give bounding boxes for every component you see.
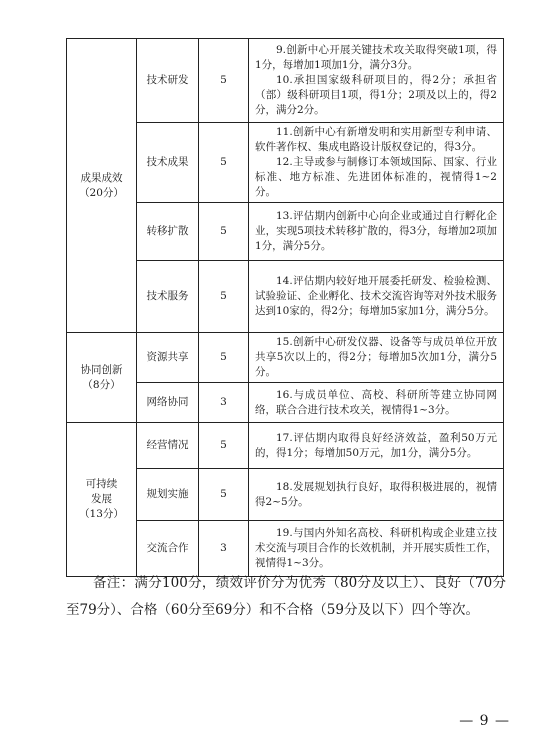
score-cell: 5 — [199, 39, 249, 123]
criteria-cell — [249, 423, 504, 469]
criteria-cell — [249, 469, 504, 521]
page-number: — 9 — — [459, 713, 510, 729]
criteria-item: 10.承担国家级科研项目的，得2分；承担省（部）级科研项目1项，得1分；2项及以上的，得2分，满分2分。 — [255, 74, 497, 116]
table-row — [67, 333, 504, 383]
criteria-cell — [249, 521, 504, 577]
category-cell — [67, 39, 137, 333]
criteria-cell — [249, 39, 504, 123]
category-points: （8分） — [82, 378, 121, 391]
subcategory-cell: 转移扩散 — [137, 203, 199, 261]
criteria-item: 14.评估期内较好地开展委托研发、检验检测、试验验证、企业孵化、技术交流咨询等对外技术服务达到10家的，得2分；每增加5家加1分，满分5分。 — [255, 275, 497, 317]
subcategory-cell: 技术成果 — [137, 123, 199, 203]
category-name: 协同创新 — [80, 363, 123, 376]
evaluation-table — [66, 38, 504, 577]
score-cell: 3 — [199, 383, 249, 423]
subcategory-cell: 资源共享 — [137, 333, 199, 383]
criteria-cell — [249, 123, 504, 203]
subcategory-cell: 技术研发 — [137, 39, 199, 123]
criteria-cell — [249, 203, 504, 261]
subcategory-cell: 交流合作 — [137, 521, 199, 577]
subcategory-cell: 经营情况 — [137, 423, 199, 469]
criteria-item: 15.创新中心研发仪器、设备等与成员单位开放共享5次以上的，得2分；每增加5次加1分，满分5分。 — [255, 336, 497, 378]
score-cell: 5 — [199, 333, 249, 383]
score-cell: 5 — [199, 261, 249, 333]
score-cell: 5 — [199, 203, 249, 261]
table-row — [67, 39, 504, 123]
criteria-item: 16.与成员单位、高校、科研所等建立协同网络，联合合进行技术攻关，视情得1~3分。 — [255, 388, 497, 416]
category-cell — [67, 423, 137, 577]
category-name: 可持续发展 — [85, 478, 118, 505]
footnote: 备注：满分100分，绩效评价分为优秀（80分及以上）、良好（70分至79分）、合格（60分至69分）和不合格（59分及以下）四个等次。 — [66, 575, 506, 618]
criteria-item: 19.与国内外知名高校、科研机构或企业建立技术交流与项目合作的长效机制，并开展实质性工作，视情得1~3分。 — [255, 527, 497, 569]
category-points: （20分） — [79, 186, 124, 199]
criteria-item: 17.评估期内取得良好经济效益，盈利50万元的，得1分；每增加50万元，加1分，满分5分。 — [255, 431, 497, 459]
criteria-cell — [249, 383, 504, 423]
subcategory-cell: 网络协同 — [137, 383, 199, 423]
score-cell: 5 — [199, 469, 249, 521]
category-name: 成果成效 — [80, 171, 123, 184]
criteria-item: 18.发展规划执行良好，取得积极进展的，视情得2~5分。 — [255, 480, 497, 508]
category-cell — [67, 333, 137, 423]
score-cell: 5 — [199, 123, 249, 203]
subcategory-cell: 规划实施 — [137, 469, 199, 521]
criteria-cell — [249, 261, 504, 333]
criteria-item: 13.评估期内创新中心向企业或通过自行孵化企业，实现5项技术转移扩散的，得3分，每增加2项加1分，满分5分。 — [255, 210, 497, 252]
table-row — [67, 423, 504, 469]
criteria-item: 11.创新中心有新增发明和实用新型专利申请、软件著作权、集成电路设计版权登记的，得3分。 — [255, 126, 497, 153]
score-cell: 5 — [199, 423, 249, 469]
category-points: （13分） — [79, 508, 124, 520]
subcategory-cell: 技术服务 — [137, 261, 199, 333]
criteria-item: 9.创新中心开展关键技术攻关取得突破1项，得1分，每增加1项加1分，满分3分。 — [255, 44, 497, 71]
score-cell: 3 — [199, 521, 249, 577]
criteria-item: 12.主导或参与制修订本领域国际、国家、行业标准、地方标准、先进团体标准的，视情得1~2分。 — [255, 156, 497, 198]
criteria-cell — [249, 333, 504, 383]
